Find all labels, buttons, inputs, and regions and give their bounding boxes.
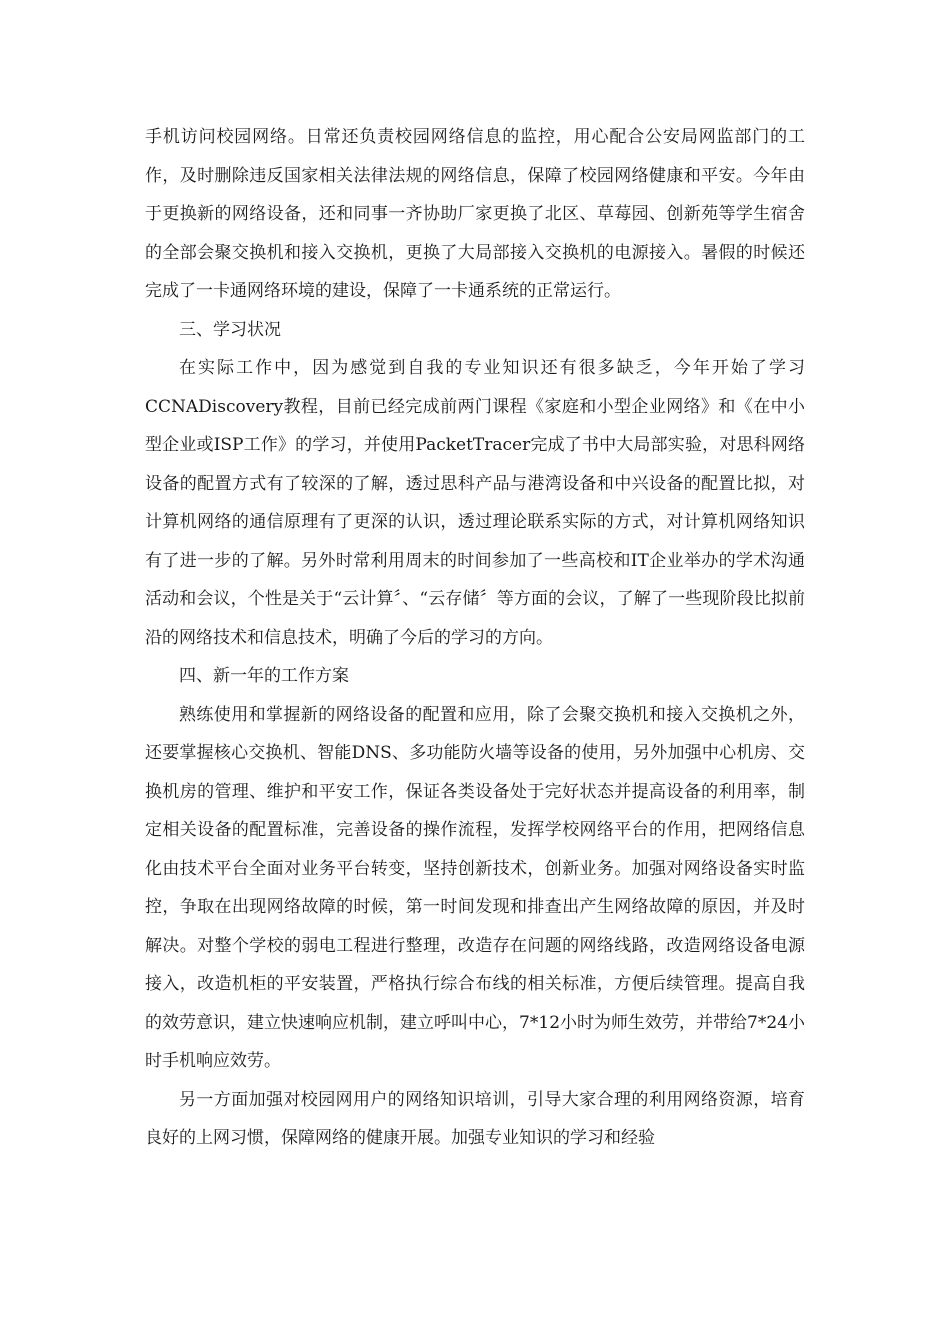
paragraph-study: 在实际工作中，因为感觉到自我的专业知识还有很多缺乏，今年开始了学习CCNADiscovery教程，目前已经完成前两门课程《家庭和小型企业网络》和《在中小型企业或ISP工作》的学习，并使用PacketTracer完成了书中大局部实验，对思科网络设备的配置方式有了较深的了解，透过思科产品与港湾设备和中兴设备的配置比拟，对计算机网络的通信原理有了更深的认识，透过理论联系实际的方式，对计算机网络知识有了进一步的了解。另外时常利用周末的时间参加了一些高校和IT企业举办的学术沟通活动和会议，个性是关于“云计算〞、“云存储〞等方面的会议，了解了一些现阶段比拟前沿的网络技术和信息技术，明确了今后的学习的方向。 (145, 358, 805, 648)
paragraph-continuation: 手机访问校园网络。日常还负责校园网络信息的监控，用心配合公安局网监部门的工作，及时删除违反国家相关法律法规的网络信息，保障了校园网络健康和平安。今年由于更换新的网络设备，还和同事一齐协助厂家更换了北区、草莓园、创新苑等学生宿舍的全部会聚交换机和接入交换机，更换了大局部接入交换机的电源接入。暑假的时候还完成了一卡通网络环境的建设，保障了一卡通系统的正常运行。 (145, 127, 805, 301)
paragraph-plan: 熟练使用和掌握新的网络设备的配置和应用，除了会聚交换机和接入交换机之外，还要掌握核心交换机、智能DNS、多功能防火墙等设备的使用，另外加强中心机房、交换机房的管理、维护和平安工作，保证各类设备处于完好状态并提高设备的利用率，制定相关设备的配置标准，完善设备的操作流程，发挥学校网络平台的作用，把网络信息化由技术平台全面对业务平台转变，坚持创新技术，创新业务。加强对网络设备实时监控，争取在出现网络故障的时候，第一时间发现和排查出产生网络故障的原因，并及时解决。对整个学校的弱电工程进行整理，改造存在问题的网络线路，改造网络设备电源接入，改造机柜的平安装置，严格执行综合布线的相关标准，方便后续管理。提高自我的效劳意识，建立快速响应机制，建立呼叫中心，7*12小时为师生效劳，并带给7*24小时手机响应效劳。 (145, 704, 805, 1071)
document-body (145, 118, 805, 1158)
paragraph-training: 另一方面加强对校园网用户的网络知识培训，引导大家合理的利用网络资源，培育良好的上网习惯，保障网络的健康开展。加强专业知识的学习和经验 (145, 1089, 805, 1148)
section-heading-study: 三、学习状况 (179, 319, 281, 340)
section-heading-plan: 四、新一年的工作方案 (179, 666, 349, 686)
